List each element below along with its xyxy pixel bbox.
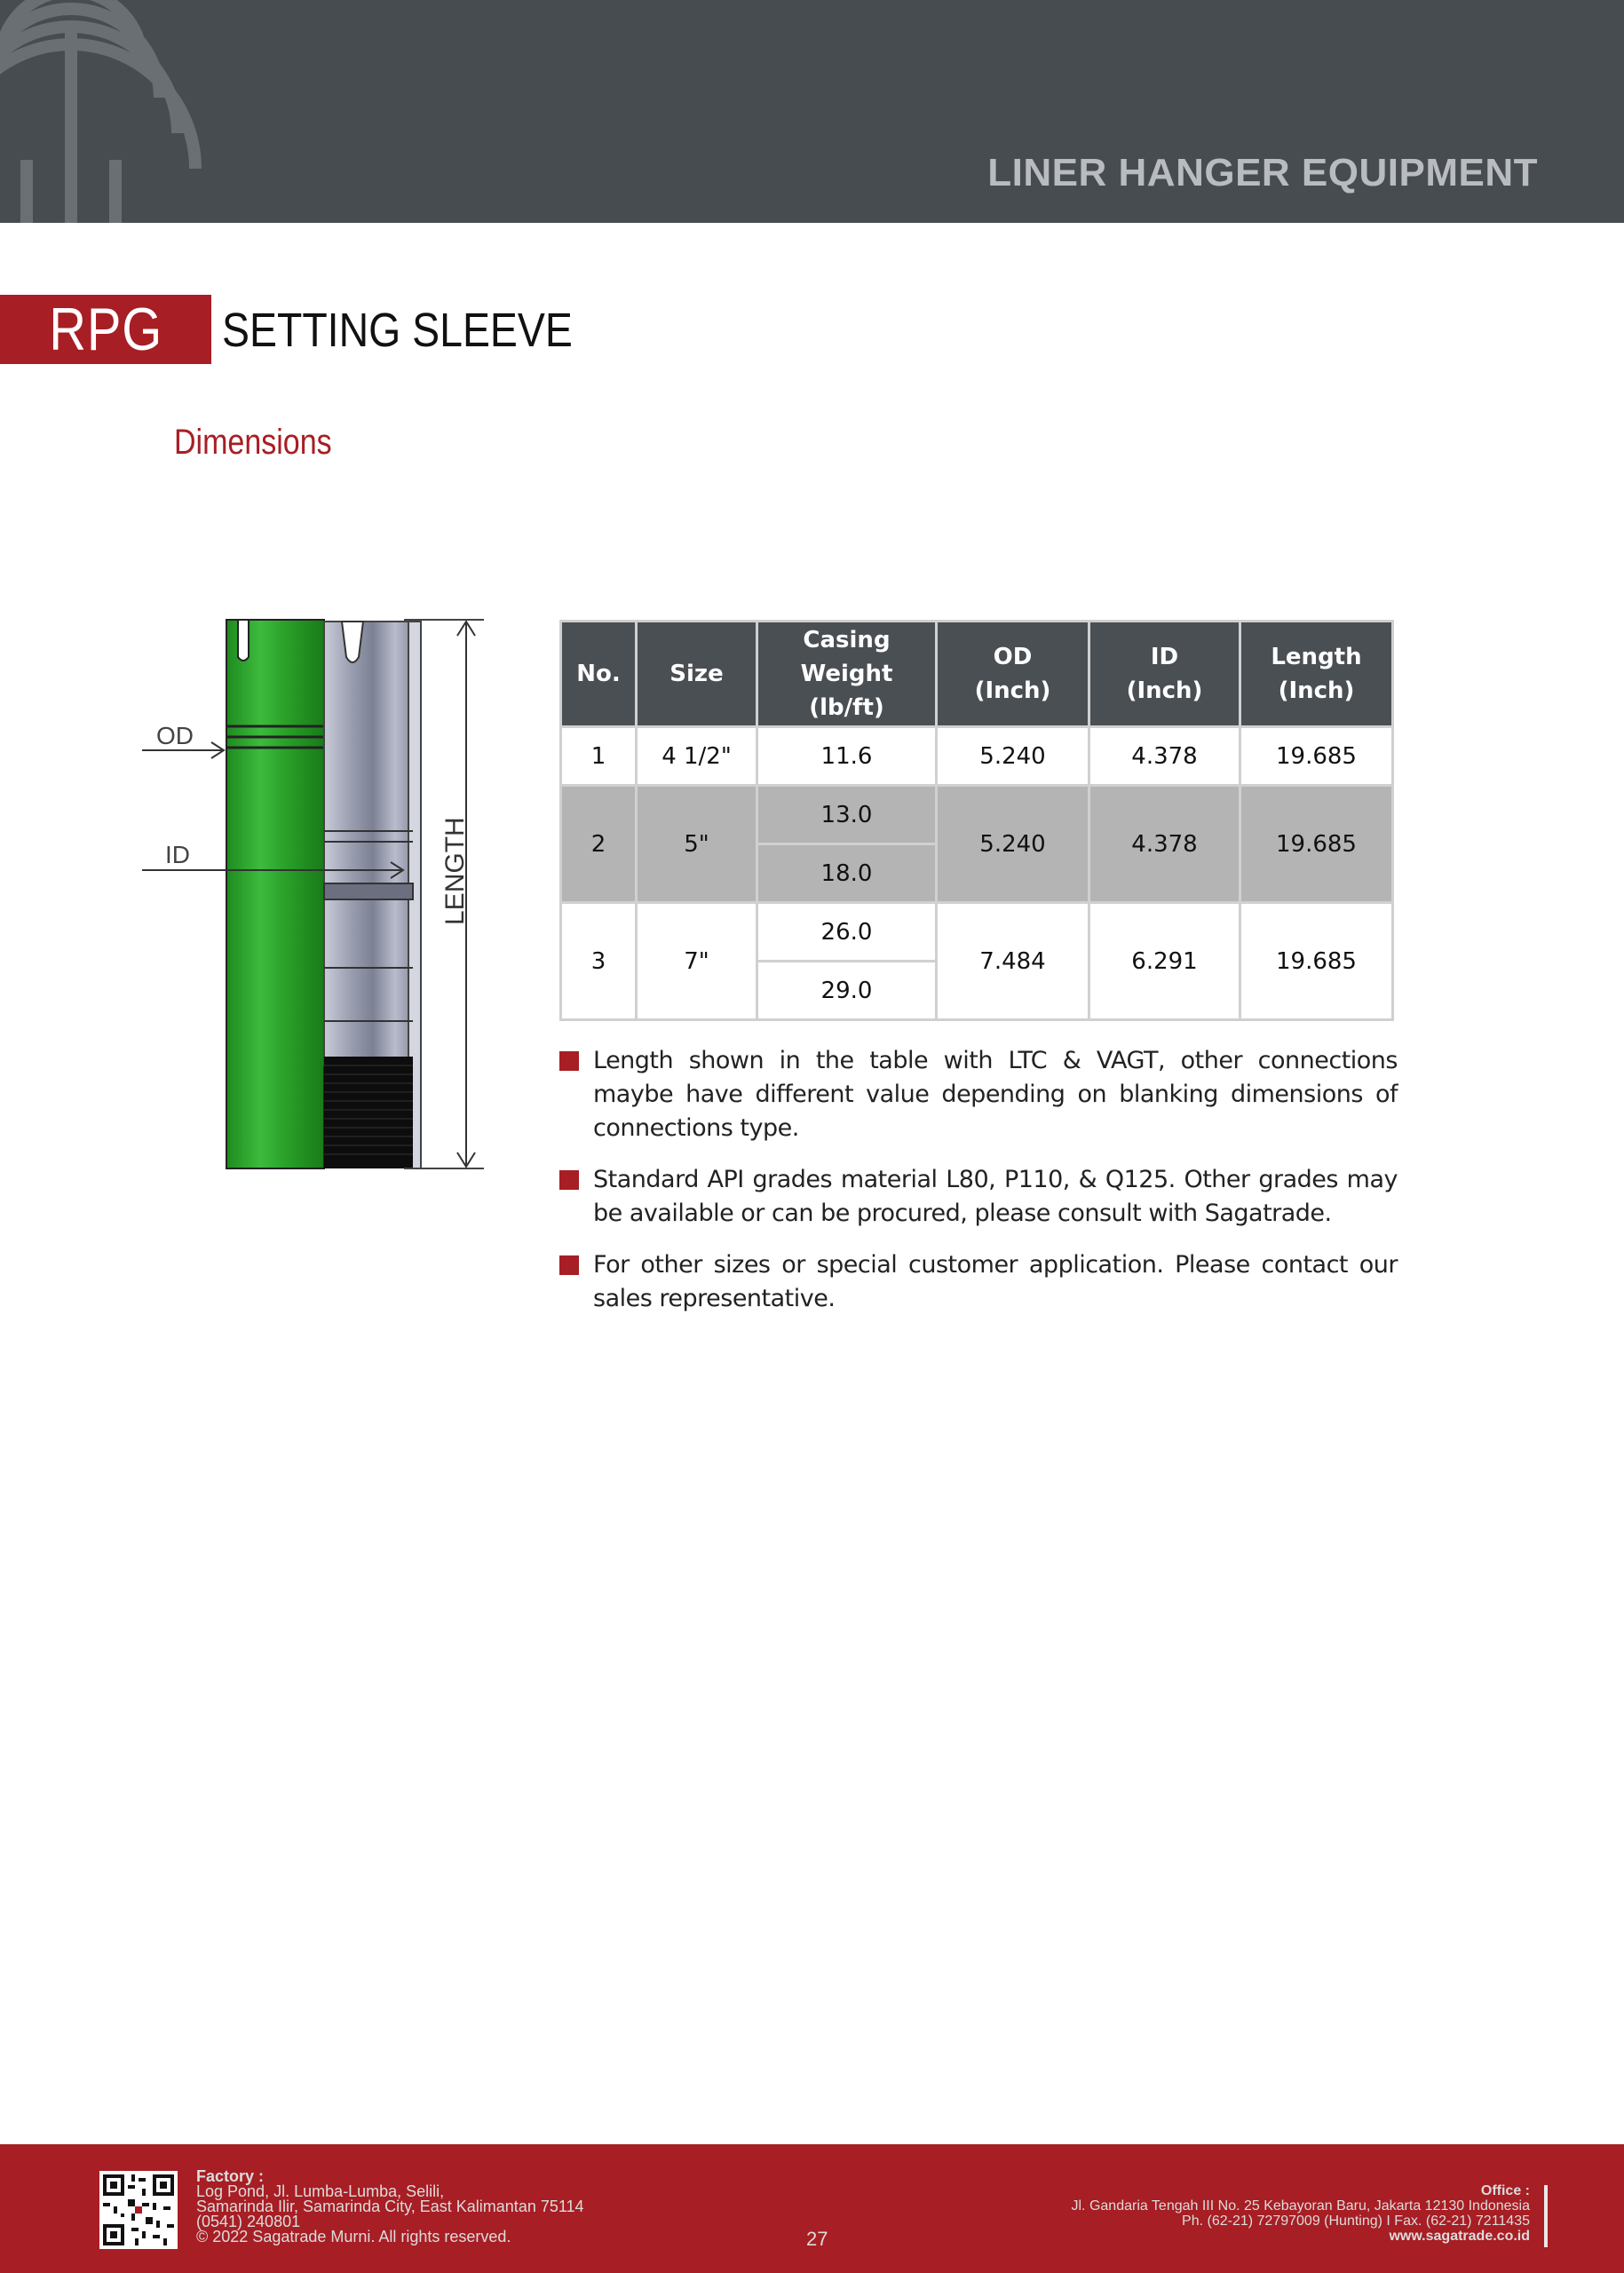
cell-od: 7.484: [937, 903, 1089, 1020]
company-logo-icon: [0, 0, 240, 223]
notes-list: [559, 1044, 1398, 1334]
note-text: Length shown in the table with LTC & VAGT, other connections maybe have different value depending on blanking dimensions of connections type.: [593, 1047, 1398, 1142]
casing-weight-header-line2: (lb/ft): [809, 694, 884, 721]
cell-casing-weight: 18.0: [757, 844, 937, 903]
bullet-square-icon: [559, 1051, 579, 1071]
cell-casing-weight: 11.6: [757, 727, 937, 786]
product-title: [222, 298, 630, 362]
factory-label: Factory :: [196, 2167, 265, 2185]
bullet-square-icon: [559, 1170, 579, 1190]
length-header-line1: Length: [1271, 644, 1362, 670]
column-header-casing-weight: [757, 622, 937, 727]
office-line1: Jl. Gandaria Tengah III No. 25 Kebayoran Baru, Jakarta 12130 Indonesia: [1071, 2198, 1530, 2214]
list-item: [559, 1163, 1398, 1231]
note-text: For other sizes or special customer application. Please contact our sales representative.: [593, 1251, 1398, 1312]
website-link[interactable]: www.sagatrade.co.id: [1389, 2229, 1530, 2244]
cell-no: 3: [561, 903, 637, 1020]
dimensions-table: [559, 620, 1394, 1021]
table-row: [561, 903, 1393, 962]
factory-line3: (0541) 240801: [196, 2213, 301, 2230]
table-header-row: [561, 622, 1393, 727]
footer-divider: [1544, 2185, 1548, 2247]
cell-id: 6.291: [1089, 903, 1240, 1020]
casing-weight-header-line1: Casing Weight: [800, 627, 893, 687]
cell-casing-weight: 29.0: [757, 962, 937, 1020]
table-row: [561, 727, 1393, 786]
od-header-line2: (Inch): [974, 677, 1051, 704]
column-header-no: No.: [561, 622, 637, 727]
office-line2: Ph. (62-21) 72797009 (Hunting) I Fax. (62-21) 7211435: [1182, 2214, 1530, 2229]
product-name: SETTING SLEEVE: [222, 304, 573, 357]
cell-length: 19.685: [1240, 903, 1393, 1020]
section-title: [174, 423, 360, 463]
copyright: © 2022 Sagatrade Murni. All rights reserved.: [196, 2228, 511, 2245]
section-title-text: Dimensions: [174, 423, 332, 462]
column-header-length: [1240, 622, 1393, 727]
od-header-line1: OD: [993, 644, 1033, 670]
office-label: Office :: [1480, 2183, 1530, 2198]
page-number: 27: [806, 2228, 828, 2250]
column-header-size: Size: [637, 622, 757, 727]
id-label: ID: [165, 841, 190, 868]
page-header: [0, 0, 1624, 223]
page-footer: [0, 2144, 1624, 2273]
table-row: [561, 786, 1393, 844]
column-header-od: [937, 622, 1089, 727]
cell-length: 19.685: [1240, 786, 1393, 903]
cell-id: 4.378: [1089, 786, 1240, 903]
cell-id: 4.378: [1089, 727, 1240, 786]
cell-od: 5.240: [937, 727, 1089, 786]
cell-no: 1: [561, 727, 637, 786]
cell-length: 19.685: [1240, 727, 1393, 786]
cell-no: 2: [561, 786, 637, 903]
bullet-square-icon: [559, 1255, 579, 1275]
od-label: OD: [156, 722, 194, 749]
column-header-id: [1089, 622, 1240, 727]
cell-casing-weight: 26.0: [757, 903, 937, 962]
cell-size: 7": [637, 903, 757, 1020]
factory-address: [196, 2169, 584, 2245]
cell-size: 4 1/2": [637, 727, 757, 786]
factory-line1: Log Pond, Jl. Lumba-Lumba, Selili,: [196, 2182, 445, 2200]
qr-code-icon: [99, 2171, 178, 2249]
note-text: Standard API grades material L80, P110, & Q125. Other grades may be available or can be procured, please consult with Sagatrade.: [593, 1166, 1398, 1227]
id-header-line2: (Inch): [1126, 677, 1203, 704]
cell-od: 5.240: [937, 786, 1089, 903]
cell-size: 5": [637, 786, 757, 903]
list-item: [559, 1044, 1398, 1145]
product-code-badge: [0, 295, 211, 364]
length-label: LENGTH: [440, 817, 470, 925]
setting-sleeve-drawing: [133, 613, 506, 1181]
office-address: [1072, 2183, 1531, 2244]
id-header-line1: ID: [1150, 644, 1179, 670]
header-title: LINER HANGER EQUIPMENT: [987, 151, 1538, 194]
length-header-line2: (Inch): [1278, 677, 1355, 704]
list-item: [559, 1248, 1398, 1316]
product-code: RPG: [49, 296, 162, 363]
factory-line2: Samarinda Ilir, Samarinda City, East Kalimantan 75114: [196, 2198, 584, 2215]
cell-casing-weight: 13.0: [757, 786, 937, 844]
